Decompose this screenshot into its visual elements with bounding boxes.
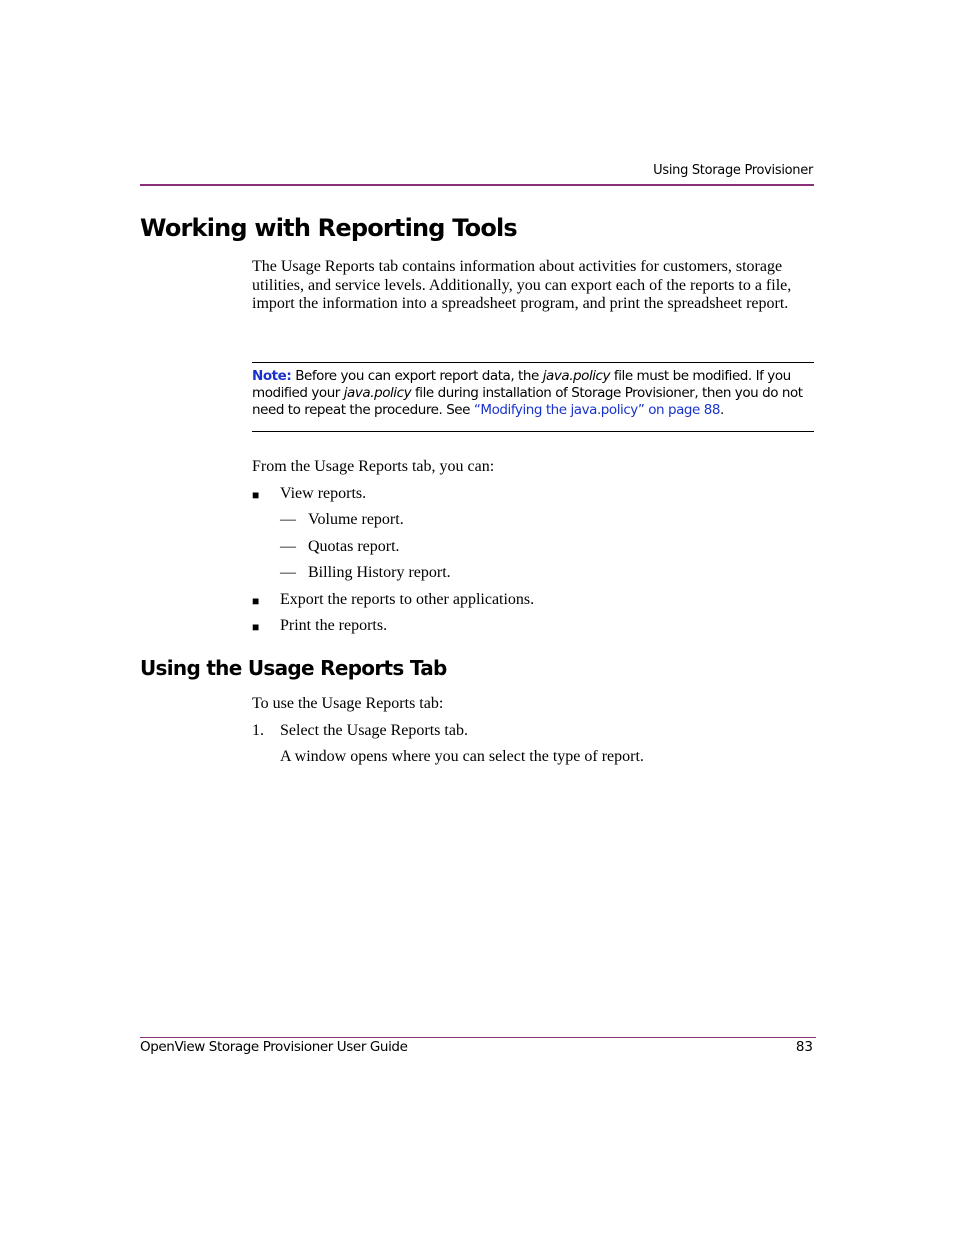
note-label: Note: bbox=[252, 368, 292, 384]
bullet-icon: ■ bbox=[252, 620, 260, 634]
dash-icon: — bbox=[280, 564, 296, 581]
note-end: . bbox=[720, 402, 724, 418]
note-text-2: file must be modified. If you modified your bbox=[252, 368, 791, 401]
bullet-icon: ■ bbox=[252, 594, 260, 608]
footer-page-number: 83 bbox=[795, 1039, 813, 1055]
step-result: A window opens where you can select the type of report. bbox=[280, 748, 644, 765]
header-rule bbox=[140, 184, 814, 186]
step-text: Select the Usage Reports tab. bbox=[280, 722, 468, 739]
note-text-1: Before you can export report data, the bbox=[295, 368, 539, 384]
sub-list-item: Volume report. bbox=[308, 511, 404, 528]
sub-list-item: Billing History report. bbox=[308, 564, 451, 581]
subsection-title: Using the Usage Reports Tab bbox=[140, 656, 447, 680]
list-lead: From the Usage Reports tab, you can: bbox=[252, 458, 495, 475]
note-filename-2: java.policy bbox=[343, 385, 412, 401]
footer-book-title: OpenView Storage Provisioner User Guide bbox=[140, 1039, 408, 1055]
note-text bbox=[252, 368, 814, 419]
steps-lead: To use the Usage Reports tab: bbox=[252, 695, 444, 712]
note-text-3: file during installation of Storage Provisioner, then you do not need to repeat the procedure. See bbox=[252, 385, 803, 418]
running-header: Using Storage Provisioner bbox=[653, 163, 813, 178]
footer-rule bbox=[140, 1037, 816, 1038]
note-cross-reference-link[interactable]: “Modifying the java.policy” on page 88 bbox=[473, 402, 721, 418]
note-filename-1: java.policy bbox=[542, 368, 611, 384]
step-number: 1. bbox=[252, 722, 264, 739]
bullet-icon: ■ bbox=[252, 488, 260, 502]
sub-list-item: Quotas report. bbox=[308, 538, 400, 555]
list-item: Export the reports to other applications. bbox=[280, 591, 535, 608]
list-item: Print the reports. bbox=[280, 617, 388, 634]
note-box bbox=[252, 362, 814, 432]
section-title: Working with Reporting Tools bbox=[140, 214, 517, 242]
dash-icon: — bbox=[280, 538, 296, 555]
list-item: View reports. bbox=[280, 485, 367, 502]
intro-paragraph: The Usage Reports tab contains information about activities for customers, storage utilities, and service levels. Additionally, you can export each of the reports to a file, import the information into a spreadsheet program, and print the spreadsheet report. bbox=[252, 258, 792, 313]
dash-icon: — bbox=[280, 511, 296, 528]
